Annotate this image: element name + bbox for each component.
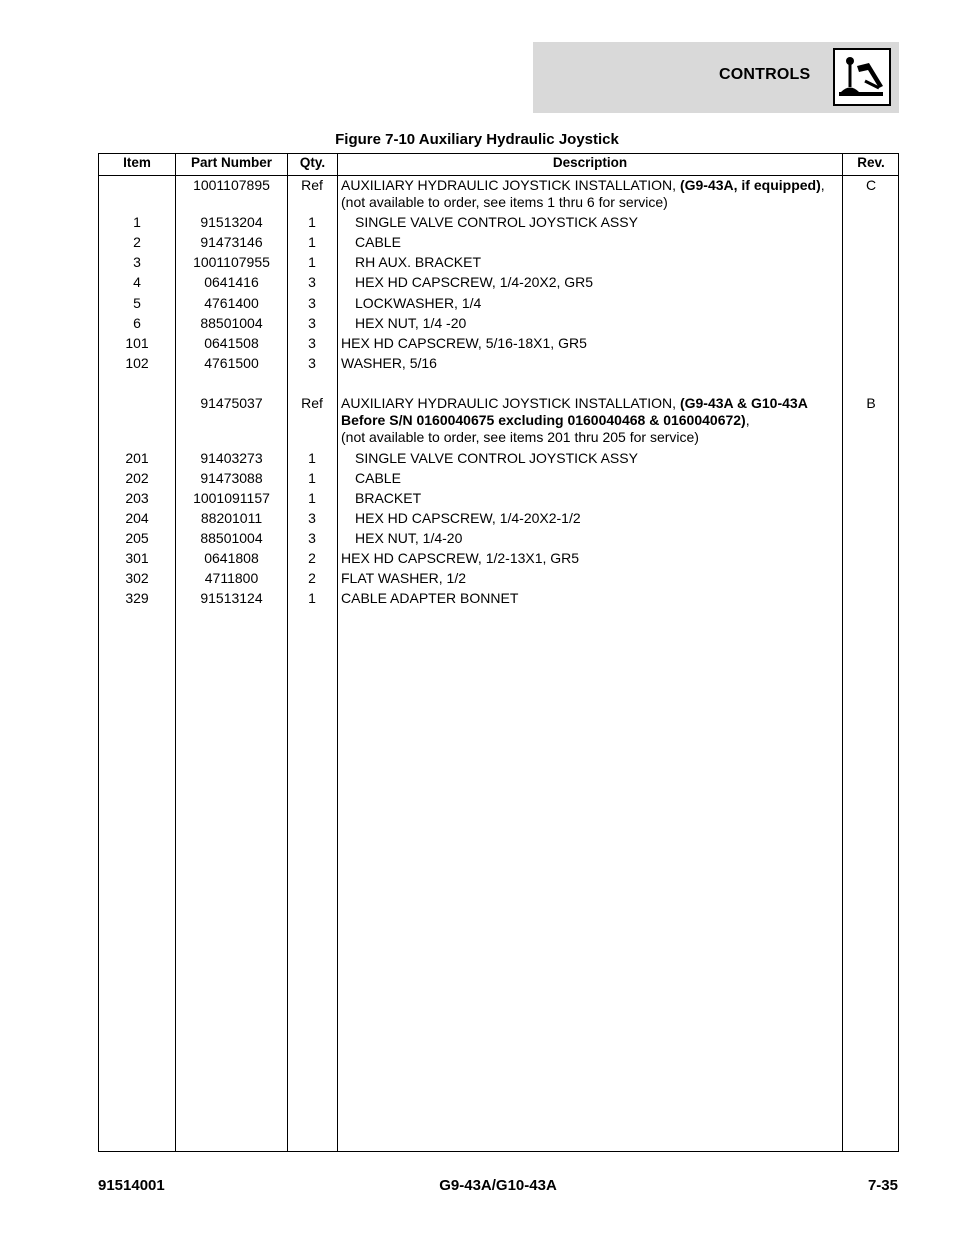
part-number: 4711800 [204,570,259,586]
item-number: 301 [125,550,149,566]
quantity: 3 [308,530,316,546]
description-note: (not available to order, see items 1 thru 6 for service) [341,194,668,210]
description-punct: , [745,412,750,428]
description: HEX HD CAPSCREW, 5/16-18X1, GR5 [341,335,587,351]
column-header-qty: Qty. [299,155,326,170]
parts-table [98,153,899,1152]
description-serial: Before S/N 0160040675 excluding 0160040468 & 0160040672) [341,412,746,428]
revision: C [865,177,877,193]
part-number: 4761400 [204,295,259,311]
item-number: 2 [133,234,141,250]
item-number: 3 [133,254,141,270]
quantity: 1 [308,254,316,270]
description: SINGLE VALVE CONTROL JOYSTICK ASSY [355,214,638,230]
item-number: 6 [133,315,141,331]
item-number: 1 [133,214,141,230]
description: HEX HD CAPSCREW, 1/2-13X1, GR5 [341,550,580,566]
quantity: Ref [301,177,323,193]
description: SINGLE VALVE CONTROL JOYSTICK ASSY [355,450,638,466]
column-header-part-number: Part Number [190,155,273,170]
description: HEX HD CAPSCREW, 1/4-20X2, GR5 [355,274,594,290]
part-number: 91403273 [200,450,263,466]
quantity: 3 [308,315,316,331]
footer-document-number: 91514001 [98,1177,165,1194]
description: FLAT WASHER, 1/2 [341,570,466,586]
column-divider [337,154,338,1151]
description-note: (not available to order, see items 201 thru 205 for service) [341,429,699,445]
part-number: 91513124 [200,590,263,606]
section-title: CONTROLS [719,66,811,83]
part-number: 1001107895 [193,177,270,193]
item-number: 201 [125,450,149,466]
item-number: 5 [133,295,141,311]
part-number: 0641416 [204,274,259,290]
part-number: 1001091157 [193,490,270,506]
description: CABLE [355,470,401,486]
footer-page-number: 7-35 [867,1177,898,1194]
description: LOCKWASHER, 1/4 [355,295,482,311]
description: HEX NUT, 1/4 -20 [355,315,467,331]
part-number: 4761500 [204,355,259,371]
column-header-rev: Rev. [857,155,885,170]
column-header-item: Item [123,155,151,170]
description-text: AUXILIARY HYDRAULIC JOYSTICK INSTALLATION, [341,395,680,411]
quantity: 1 [308,214,316,230]
item-number: 101 [125,335,149,351]
quantity: 1 [308,450,316,466]
quantity: 3 [308,510,316,526]
joystick-icon [833,48,891,106]
part-number: 88501004 [200,315,263,331]
description: HEX NUT, 1/4-20 [355,530,463,546]
part-number: 91473146 [200,234,263,250]
description [341,177,839,211]
quantity: 1 [308,490,316,506]
quantity: 3 [308,355,316,371]
quantity: 2 [308,570,316,586]
quantity: 1 [308,590,316,606]
description-text: AUXILIARY HYDRAULIC JOYSTICK INSTALLATION, [341,177,680,193]
quantity: 3 [308,335,316,351]
part-number: 91475037 [200,395,263,411]
quantity: 1 [308,234,316,250]
quantity: 3 [308,274,316,290]
description-model: (G9-43A & G10-43A [679,395,808,411]
part-number: 0641508 [204,335,259,351]
description: BRACKET [355,490,422,506]
quantity: 1 [308,470,316,486]
part-number: 88501004 [200,530,263,546]
part-number: 1001107955 [193,254,270,270]
item-number: 329 [125,590,149,606]
description: CABLE ADAPTER BONNET [341,590,519,606]
quantity: 3 [308,295,316,311]
figure-title: Figure 7-10 Auxiliary Hydraulic Joystick [335,131,619,148]
item-number: 302 [125,570,149,586]
description: HEX HD CAPSCREW, 1/4-20X2-1/2 [355,510,581,526]
description: WASHER, 5/16 [341,355,437,371]
item-number: 204 [125,510,149,526]
quantity: 2 [308,550,316,566]
item-number: 203 [125,490,149,506]
part-number: 91513204 [200,214,263,230]
part-number: 88201011 [200,510,263,526]
description: CABLE [355,234,401,250]
item-number: 202 [125,470,149,486]
part-number: 0641808 [204,550,259,566]
description [341,395,839,446]
item-number: 102 [125,355,149,371]
column-header-description: Description [552,155,628,170]
item-number: 4 [133,274,141,290]
description: RH AUX. BRACKET [355,254,482,270]
description-punct: , [820,177,825,193]
description-model: (G9-43A, if equipped) [679,177,821,193]
revision: B [866,395,876,411]
item-number: 205 [125,530,149,546]
part-number: 91473088 [200,470,263,486]
footer-model: G9-43A/G10-43A [439,1177,557,1194]
quantity: Ref [301,395,323,411]
